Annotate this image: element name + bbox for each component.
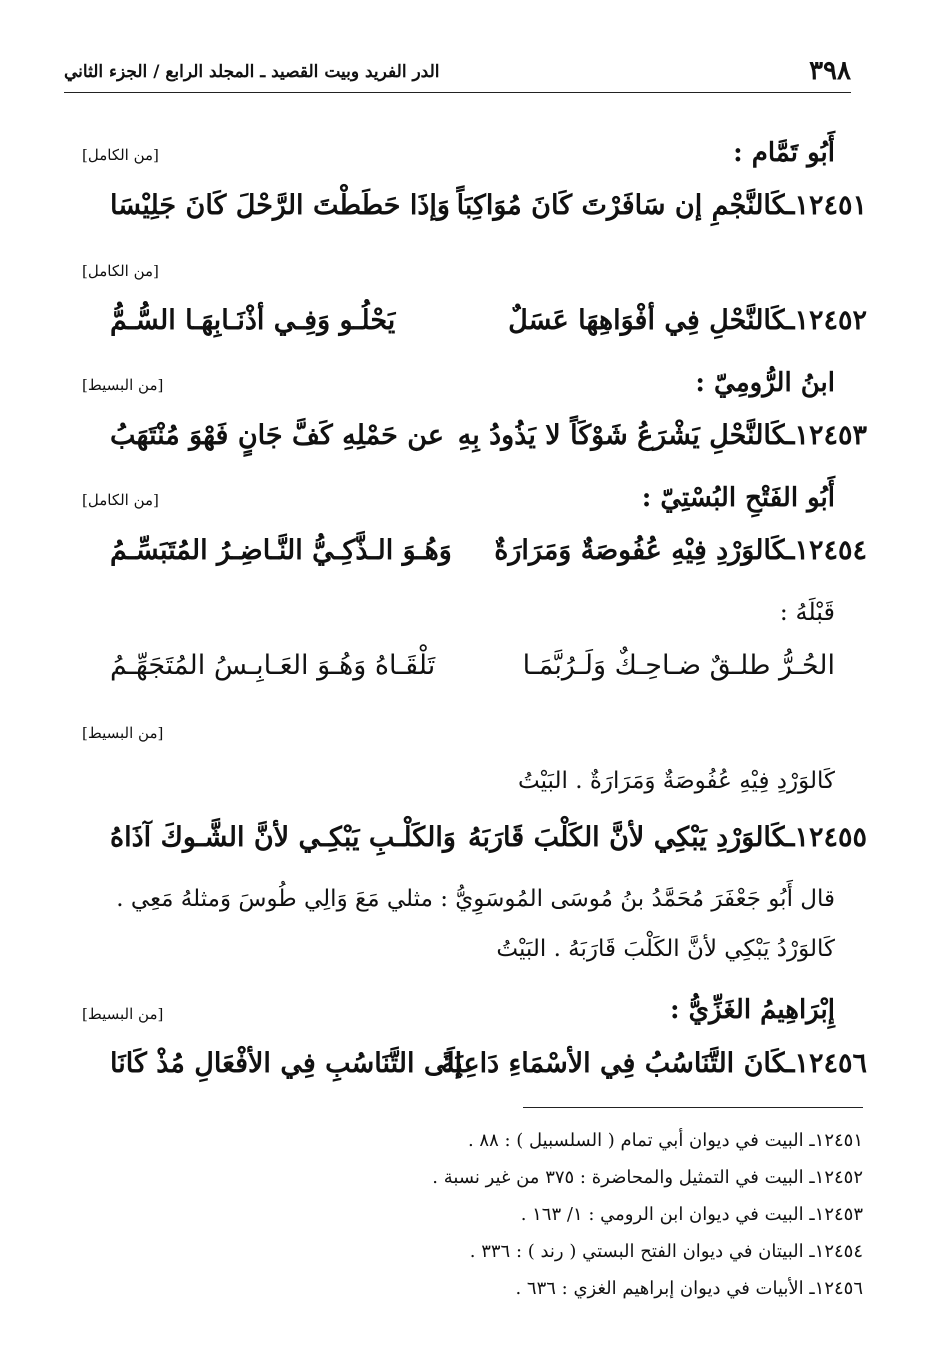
verse-12451 <box>110 190 867 230</box>
verse-12454 <box>110 535 867 575</box>
footnote-divider <box>523 1107 863 1108</box>
verse-first-hemistich: ١٢٤٥٣ـكَالنَّحْلِ يَشْرَعُ شَوْكَاً لا يَذُودُ بِهِ <box>457 420 867 451</box>
verse-second-hemistich: وَهُـوَ الـذَّكِـيُّ النَّـاضِـرُ المُتَبَسِّـمُ <box>110 535 452 566</box>
poet-name: أَبُو الفَتْحِ البُسْتِيّ : <box>641 483 835 513</box>
verse-second-hemistich: وَالكَلْـبِ يَبْكِـي لأنَّ الشَّـوكَ آذَاهُ <box>110 822 456 853</box>
footnote: ١٢٤٥٤ـ البيتان في ديوان الفتح البستي ( رند ) : ٣٣٦ . <box>469 1241 863 1262</box>
verse-second-hemistich: إلَى التَّنَاسُبِ فِي الأفْعَالِ مُذْ كَانَا <box>110 1048 463 1079</box>
verse-second-hemistich: يَحْلُـو وَفِـي أذْنَـابِهَـا السُّـمُّ <box>110 305 396 336</box>
verse-first-hemistich: ١٢٤٥١ـكَالنَّجْمِ إن سَافَرْتَ كَانَ مُوَاكِبَاً <box>456 190 867 221</box>
poet-name: إِبْرَاهِيمُ الغَزِّيُّ : <box>670 995 835 1025</box>
qablahu-label: قَبْلَهُ : <box>779 598 835 626</box>
page-number: ٣٩٨ <box>809 56 851 86</box>
meter-label: [من الكامل] <box>82 262 159 280</box>
poet-name: ابنُ الرُّومِيّ : <box>695 368 835 398</box>
meter-label: [من الكامل] <box>82 491 159 509</box>
poet-name: أَبُو تَمَّام : <box>733 138 835 168</box>
footnote: ١٢٤٥٣ـ البيت في ديوان ابن الرومي : ١/ ١٦٣ . <box>520 1204 863 1225</box>
footnote: ١٢٤٥٢ـ البيت في التمثيل والمحاضرة : ٣٧٥ من غير نسبة . <box>432 1167 863 1188</box>
running-header <box>64 52 851 93</box>
meter-label: [من البسيط] <box>82 724 164 742</box>
verse-12455 <box>110 822 867 862</box>
verse-12456 <box>110 1048 867 1088</box>
meter-label: [من الكامل] <box>82 146 159 164</box>
verse-first-hemistich: الحُـرُّ طلـقٌ ضـاحِـكٌ وَلَـرُبَّمَـا <box>522 650 835 681</box>
meter-label: [من البسيط] <box>82 1005 164 1023</box>
footnote: ١٢٤٥٦ـ الأبيات في ديوان إبراهيم الغزي : ٦٣٦ . <box>515 1278 863 1299</box>
verse-first-hemistich: ١٢٤٥٢ـكَالنَّحْلِ فِي أفْوَاهِهَا عَسَلٌ <box>508 305 867 336</box>
verse-first-hemistich: ١٢٤٥٦ـكَانَ التَّنَاسُبُ فِي الأسْمَاءِ دَاعِيَةً <box>440 1048 867 1079</box>
verse-12453 <box>110 420 867 460</box>
verse-qablahu <box>110 650 835 690</box>
verse-first-hemistich: ١٢٤٥٤ـكَالوَرْدِ فِيْهِ عُفُوصَةٌ وَمَرَارَةٌ <box>494 535 867 566</box>
header-title: الدر الفريد وبيت القصيد ـ المجلد الرابع / الجزء الثاني <box>64 62 440 82</box>
verse-first-hemistich: ١٢٤٥٥ـكَالوَرْدِ يَبْكِي لأنَّ الكَلْبَ قَارَبَهُ <box>468 822 867 853</box>
footnote: ١٢٤٥١ـ البيت في ديوان أبي تمام ( السلسبيل ) : ٨٨ . <box>467 1130 863 1151</box>
meter-label: [من البسيط] <box>82 376 164 394</box>
verse-reference: كَالوَرْدِ فِيْهِ عُفُوصَةٌ وَمَرَارَةٌ . البَيْتُ <box>518 768 835 794</box>
verse-second-hemistich: تَلْقَـاهُ وَهُـوَ العَـابِـسُ المُتَجَهِّـمُ <box>110 650 436 681</box>
verse-second-hemistich: وَإذَا حَطَطْتَ الرَّحْلَ كَانَ جَلِيْسَا <box>110 190 450 221</box>
note-line: قال أَبُو جَعْفَرَ مُحَمَّدُ بنُ مُوسَى المُوسَوِيُّ : مثلي مَعَ وَالِي طُوسَ وَمثلهُ مَعِي . <box>116 886 835 912</box>
note-line: كَالوَرْدُ يَبْكِي لأنَّ الكَلْبَ قَارَبَهُ . البَيْتُ <box>496 936 835 962</box>
verse-second-hemistich: عن حَمْلِهِ كَفَّ جَانٍ فَهْوَ مُنْتَهَبُ <box>110 420 444 451</box>
verse-12452 <box>110 305 867 345</box>
